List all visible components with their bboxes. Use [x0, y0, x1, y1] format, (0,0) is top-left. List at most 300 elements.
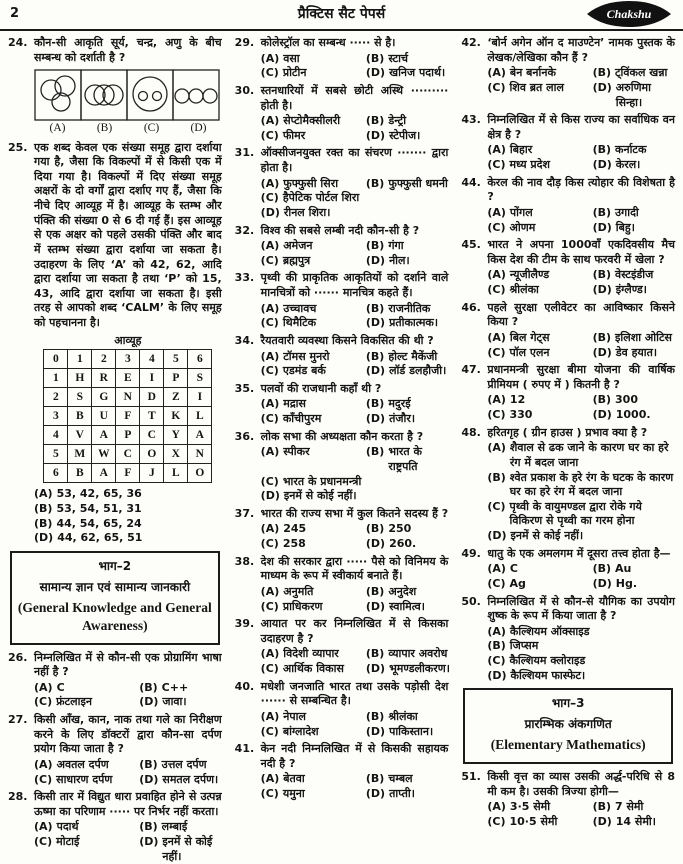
option-text: इनमें से कोई नहीं।	[162, 835, 213, 863]
option-label: (A)	[260, 445, 280, 459]
option-label: (C)	[260, 474, 279, 488]
option-text: व्यापार अवरोध	[388, 647, 448, 661]
options-grid	[261, 350, 449, 379]
option-text: इंग्लैण्ड।	[615, 283, 647, 296]
matrix-cell: A	[188, 426, 212, 445]
option	[261, 66, 364, 81]
question-text: प्रधानमन्त्री सुरक्षा बीमा योजना की वार्षिक प्रीमियम ( रुपए में ) कितनी है ?	[487, 363, 676, 391]
page-title: प्रैक्टिस सैट पेपर्स	[297, 5, 386, 22]
option-label: (A)	[260, 301, 280, 315]
option	[366, 397, 450, 412]
option	[139, 820, 223, 835]
option-text: लम्बाई	[161, 820, 188, 834]
matrix-cell: 0	[44, 350, 68, 369]
option-text: थिमैटिक	[282, 316, 317, 330]
option	[366, 445, 450, 474]
option-text: 14 सेमी।	[615, 814, 656, 828]
option-label: (B)	[365, 301, 385, 315]
options-grid	[487, 268, 675, 297]
option-label: (B)	[365, 176, 385, 190]
matrix-cell: O	[140, 445, 164, 464]
option-label: (D)	[139, 695, 159, 709]
matrix-cell: W	[92, 445, 116, 464]
matrix-cell: L	[164, 464, 188, 483]
option	[487, 800, 590, 815]
question-body	[487, 176, 675, 236]
option-text: 250	[388, 522, 412, 536]
options-grid	[487, 66, 675, 110]
option	[593, 268, 677, 283]
option-label: (C)	[260, 316, 279, 330]
figure-option-label: (D)	[190, 122, 207, 135]
question-body	[487, 113, 675, 173]
question-number: 32.	[234, 223, 255, 237]
option-text: C	[509, 562, 518, 576]
option	[261, 397, 364, 412]
option	[261, 710, 364, 725]
option-text: 260.	[389, 537, 417, 550]
question-text: विश्व की सबसे लम्बी नदी कौन-सी है ?	[260, 223, 420, 237]
option-label: (A)	[34, 757, 53, 771]
option	[261, 662, 364, 677]
option-text: फ्रंटलाइन	[56, 695, 92, 709]
question-text: हरितगृह ( ग्रीन हाउस ) प्रभाव क्या है ?	[487, 425, 648, 439]
option-label: (B)	[139, 820, 158, 834]
question-number: 38.	[234, 554, 255, 568]
question	[461, 113, 675, 173]
question-text: कौन-सी आकृति सूर्य, चन्द्र, अणु के बीच सम्बन्ध को दर्शाती है ?	[34, 36, 222, 64]
question-number: 51.	[461, 770, 481, 784]
question-body	[261, 271, 449, 331]
matrix-cell: T	[140, 407, 164, 426]
question-number: 44.	[461, 175, 481, 189]
matrix-cell: V	[68, 426, 92, 445]
question	[8, 36, 222, 138]
question-body	[34, 651, 222, 711]
option-text: वसा	[283, 51, 300, 65]
option	[34, 820, 137, 835]
option	[593, 158, 677, 173]
option-text: पॉल एलन	[509, 345, 550, 359]
option-text: Hg.	[615, 576, 638, 590]
question-number: 47.	[461, 363, 481, 377]
option-label: (B)	[365, 397, 385, 411]
question	[8, 141, 222, 546]
question-body	[261, 36, 449, 81]
option-text: श्रीलंका	[388, 709, 418, 723]
option-text: बिल गेट्स	[509, 330, 550, 344]
option-label: (A)	[260, 772, 280, 786]
option	[366, 350, 450, 365]
question	[461, 36, 675, 110]
option-text: उगादी	[615, 205, 639, 219]
section-header	[463, 688, 673, 764]
option-text: उत्तल दर्पण	[161, 757, 207, 771]
option	[593, 283, 677, 298]
question	[235, 507, 449, 552]
option	[261, 725, 364, 740]
option	[487, 393, 590, 408]
question-text: एक शब्द केवल एक संख्या समूह द्वारा दर्शाया गया है, जैसा कि विकल्पों में से किसी एक में दिया गया है। विकल्पों में दिए संख्या समूह अक्षरों के दो वर्गों द्वारा दर्शाए गए हैं, जैसा कि नीचे दिए आव्यूह में है। आव्यूह के स्तम्भ और पंक्ति की संख्या 0 से 6 दी गई हैं। इस आव्यूह से एक अक्षर को पहले उसकी पंक्ति और बाद में स्तम्भ संख्या द्वारा दर्शाया जा सकता है। उदाहरण के लिए ‘A’ को 42, 62, आदि द्वारा दर्शाया जा सकता है तथा ‘P’ को 15, 43, आदि द्वारा दर्शाया जा सकता है। इसी तरह से आपको शब्द ‘CALM’ के लिए समूह को पहचानना है।	[34, 140, 222, 330]
question-number: 35.	[234, 381, 255, 395]
option-label: (B)	[365, 647, 385, 661]
question-body	[261, 334, 449, 379]
option	[487, 346, 590, 361]
option	[366, 710, 450, 725]
option	[261, 302, 364, 317]
options-grid	[261, 177, 449, 221]
option	[34, 758, 137, 773]
option-label: (C)	[260, 412, 279, 425]
option-label: (C)	[487, 408, 506, 421]
question	[235, 36, 449, 81]
figure-option-label: (C)	[143, 122, 160, 135]
question-number: 39.	[234, 617, 255, 631]
option-text: भारत के प्रधानमन्त्री	[282, 474, 362, 488]
option-label: (A)	[487, 393, 506, 407]
matrix-cell: 3	[44, 407, 68, 426]
question-text: धातु के एक अमलगम में दूसरा तत्त्व होता है—	[487, 546, 671, 560]
option	[366, 662, 450, 677]
question-text: ऑक्सीजनयुक्त रक्त का संचरण ······· द्वारा होता है।	[260, 146, 449, 174]
option	[261, 522, 364, 537]
option-text: अवतल दर्पण	[56, 757, 109, 771]
section-header-line: (General Knowledge and General Awareness)	[17, 599, 212, 633]
matrix-cell: S	[188, 369, 212, 388]
question-number: 29.	[234, 36, 255, 49]
options-grid	[487, 800, 675, 829]
matrix-cell: C	[116, 445, 140, 464]
option	[593, 577, 677, 592]
option	[487, 815, 590, 830]
question-text: मधेशी जनजाति भारत तथा उसके पड़ोसी देश ······ से सम्बन्धित है।	[260, 679, 449, 708]
options-grid	[487, 393, 675, 422]
option-label: (A)	[487, 624, 506, 638]
matrix-cell: B	[68, 464, 92, 483]
option-label: (A)	[260, 114, 280, 128]
option-text: 3·5 सेमी	[509, 800, 551, 814]
option	[139, 773, 223, 788]
option-text: नील।	[389, 253, 410, 267]
option-label: (D)	[365, 537, 386, 550]
options-grid	[261, 772, 449, 801]
matrix-cell: L	[188, 407, 212, 426]
option-text: कर्नाटक	[615, 143, 647, 157]
matrix-cell: B	[68, 407, 92, 426]
questions-area	[0, 31, 683, 863]
option-label: (A)	[34, 680, 53, 694]
q24-circles-diagram	[34, 69, 222, 121]
option-label: (A)	[34, 487, 53, 501]
option-label: (D)	[139, 772, 159, 786]
option	[366, 364, 450, 379]
option-label: (B)	[592, 393, 612, 407]
question-number: 41.	[234, 742, 255, 756]
option-label: (D)	[592, 283, 612, 296]
option-text: पदार्थ	[56, 820, 79, 834]
option-label: (C)	[487, 576, 506, 590]
option-label: (C)	[487, 220, 506, 234]
question-number: 31.	[234, 146, 255, 160]
option	[261, 364, 364, 379]
question	[235, 224, 449, 269]
option	[34, 695, 137, 710]
option-label: (D)	[592, 814, 612, 828]
option	[261, 600, 364, 615]
option-text: कैल्शियम ऑक्साइड	[509, 624, 590, 638]
option	[487, 577, 590, 592]
option	[487, 81, 590, 110]
option-text: श्रीलंका	[509, 283, 539, 296]
option-text: 1000.	[615, 408, 651, 421]
option-text: स्टार्च	[388, 51, 409, 65]
chakshu-logo-text: Chakshu	[606, 7, 652, 21]
option-label: (B)	[592, 268, 612, 282]
option-text: भूमण्डलीकरण।	[389, 662, 450, 675]
option	[487, 221, 590, 236]
option-label: (D)	[487, 668, 507, 682]
option-text: डेन्ट्री	[388, 114, 407, 128]
question-body	[487, 595, 675, 684]
option-label: (A)	[260, 239, 280, 253]
option-label: (A)	[487, 143, 506, 157]
question-body	[261, 555, 449, 615]
section-header-line: (Elementary Mathematics)	[490, 737, 646, 753]
matrix-cell: J	[140, 464, 164, 483]
matrix-cell: 2	[92, 350, 116, 369]
matrix-cell: P	[116, 426, 140, 445]
option-text: 330	[509, 408, 533, 421]
matrix-row	[44, 407, 212, 426]
option-text: आर्थिक विकास	[282, 662, 344, 675]
option	[34, 502, 224, 517]
option-text: एडमंड बर्क	[282, 364, 326, 378]
option	[139, 758, 223, 773]
question-text: स्तनधारियों में सबसे छोटी अस्थि ········· होती है।	[260, 83, 449, 112]
option	[487, 158, 590, 173]
question-number: 33.	[234, 271, 255, 285]
option-text: हैपेटिक पोर्टल शिरा	[282, 191, 360, 205]
question-body	[34, 141, 222, 546]
question-text: निम्नलिखित में से कौन-सी एक प्रोग्रामिंग भाषा नहीं है ?	[34, 650, 222, 679]
option-label: (B)	[592, 143, 612, 157]
matrix-cell: 2	[44, 388, 68, 407]
column-left	[8, 36, 222, 863]
option-text: इनमें से कोई नहीं।	[283, 489, 357, 503]
question-number: 48.	[461, 425, 481, 439]
question-body	[487, 363, 675, 423]
option-text: गंगा	[388, 239, 404, 253]
option-label: (C)	[487, 499, 506, 513]
question	[461, 301, 675, 361]
option	[593, 562, 677, 577]
option	[487, 639, 677, 654]
option-text: उच्चावच	[283, 301, 317, 315]
option-label: (B)	[592, 562, 612, 576]
question-number: 46.	[461, 300, 481, 314]
matrix-cell: H	[68, 369, 92, 388]
question-text: देश की सरकार द्वारा ····· पैसे को विनिमय के माध्यम के रूप में स्वीकार्य बनाते हैं।	[260, 554, 449, 583]
option	[139, 835, 223, 864]
question-number: 45.	[461, 238, 481, 252]
option-label: (C)	[487, 345, 506, 359]
options-grid	[261, 710, 449, 739]
options-grid	[487, 625, 675, 684]
option-label: (D)	[592, 220, 612, 234]
option-text: 12	[509, 393, 526, 407]
options-grid	[34, 487, 222, 546]
question-body	[487, 547, 675, 592]
options-grid	[487, 206, 675, 235]
option-label: (D)	[365, 724, 386, 738]
question-body	[261, 84, 449, 144]
question-body	[261, 430, 449, 504]
question-body	[34, 790, 222, 864]
option	[139, 695, 223, 710]
question-body	[261, 382, 449, 427]
question	[461, 595, 675, 684]
option	[366, 254, 450, 269]
option-label: (D)	[487, 529, 507, 542]
option	[593, 393, 677, 408]
option-label: (B)	[365, 349, 385, 363]
question-text: किसी आँख, कान, नाक तथा गले का निरीक्षण करने के लिए डॉक्टरों द्वारा कौन-सा दर्पण प्रयोग किया जाता है ?	[34, 713, 222, 756]
option-label: (B)	[487, 639, 506, 653]
option	[366, 177, 450, 192]
question-number: 36.	[234, 429, 255, 443]
option	[261, 191, 451, 206]
option-text: प्राधिकरण	[282, 599, 323, 613]
question-text: कोलेस्ट्रॉल का सम्बन्ध ····· से है।	[260, 36, 396, 49]
option	[593, 346, 677, 361]
question-body	[261, 742, 449, 802]
option-text: इनमें से कोई नहीं।	[510, 529, 584, 542]
option-text: 300	[615, 393, 638, 407]
option-text: Ag	[509, 576, 526, 590]
option	[366, 412, 450, 427]
question-number: 49.	[461, 546, 481, 560]
option-label: (A)	[260, 176, 280, 190]
option-label: (B)	[592, 330, 612, 344]
option	[593, 331, 677, 346]
section-header-line: भाग–3	[551, 696, 585, 711]
options-grid	[261, 445, 449, 504]
matrix-cell: N	[188, 445, 212, 464]
option-text: जिप्सम	[509, 639, 539, 653]
option	[593, 800, 677, 815]
question-number: 26.	[8, 650, 28, 664]
option	[261, 787, 364, 802]
question	[235, 742, 449, 802]
matrix-cell: 6	[188, 350, 212, 369]
option-text: C++	[161, 680, 189, 694]
option-text: पोंगल	[509, 205, 533, 219]
matrix-cell: G	[92, 388, 116, 407]
options-grid	[261, 647, 449, 676]
option-text: बिहार	[509, 143, 533, 157]
option-label: (C)	[260, 128, 279, 142]
question-text: केन नदी निम्नलिखित में से किसकी सहायक नदी है ?	[260, 742, 449, 770]
question	[8, 651, 222, 711]
question-body	[261, 617, 449, 677]
option	[487, 471, 677, 500]
option	[261, 350, 364, 365]
option-text: ओणम	[509, 220, 536, 234]
option-label: (D)	[365, 128, 386, 142]
column-right	[461, 36, 676, 828]
options-grid	[261, 114, 449, 143]
option-text: ताप्ती।	[389, 787, 415, 800]
question-text: किसी वृत्त का व्यास उसकी अर्द्ध-परिधि से 8 मी कम है। उसकी त्रिज्या होगी—	[487, 770, 676, 798]
option-text: Au	[615, 562, 632, 576]
option-text: रीनल शिरा।	[283, 205, 331, 219]
option-text: जावा।	[162, 695, 187, 709]
option-text: बांग्लादेश	[282, 724, 319, 738]
matrix-row	[44, 464, 212, 483]
option-text: ब्रह्मपुत्र	[282, 253, 311, 267]
option-label: (D)	[260, 489, 280, 503]
question-body	[487, 770, 675, 830]
section-header-line: भाग–2	[98, 558, 132, 573]
figure-option-label: (A)	[49, 122, 66, 135]
option	[487, 408, 590, 423]
q24-figure-labels	[34, 121, 222, 136]
option-label: (C)	[260, 253, 279, 267]
question-number: 28.	[8, 790, 28, 804]
matrix-row	[44, 445, 212, 464]
question-text: रैयतवारी व्यवस्था किसने विकसित की थी ?	[260, 333, 434, 347]
option-text: काँचीपुरम	[282, 412, 322, 425]
option-text: टॉमस मुनरो	[283, 349, 330, 363]
option-text: अरुणिमा सिन्हा।	[615, 80, 651, 109]
matrix-cell: Z	[164, 388, 188, 407]
question	[461, 176, 675, 236]
option-label: (A)	[487, 268, 506, 282]
option	[34, 773, 137, 788]
option-text: 7 सेमी	[615, 800, 644, 814]
question-number: 34.	[234, 333, 255, 347]
matrix-cell: 3	[116, 350, 140, 369]
option	[487, 500, 677, 529]
question-body	[34, 713, 222, 787]
option-label: (B)	[592, 66, 612, 80]
option-text: फीमर	[282, 128, 306, 142]
option-text: यमुना	[282, 787, 305, 800]
option	[593, 66, 677, 81]
option-text: शिव ब्रत लाल	[509, 80, 564, 94]
matrix-row	[44, 426, 212, 445]
option-text: शैवाल से ढक जाने के कारण घर का हरे रंग में बदल जाना	[509, 441, 669, 469]
option-label: (A)	[260, 522, 280, 536]
option-text: होल्ट मैकेंजी	[388, 349, 438, 363]
option-text: नेपाल	[283, 709, 306, 723]
option-text: केरल।	[615, 158, 641, 171]
option-text: 245	[283, 522, 307, 536]
matrix-cell: O	[188, 464, 212, 483]
option-label: (A)	[487, 330, 506, 344]
option-text: मद्रास	[283, 397, 306, 411]
option-label: (D)	[34, 531, 54, 545]
option	[139, 681, 223, 696]
matrix-cell: Y	[164, 426, 188, 445]
option-text: स्टेपीज।	[389, 128, 421, 142]
option-label: (D)	[592, 345, 612, 359]
option	[261, 772, 364, 787]
option	[261, 647, 364, 662]
option	[34, 531, 224, 546]
option	[366, 772, 450, 787]
option-text: वेस्टइंडीज	[615, 268, 654, 282]
